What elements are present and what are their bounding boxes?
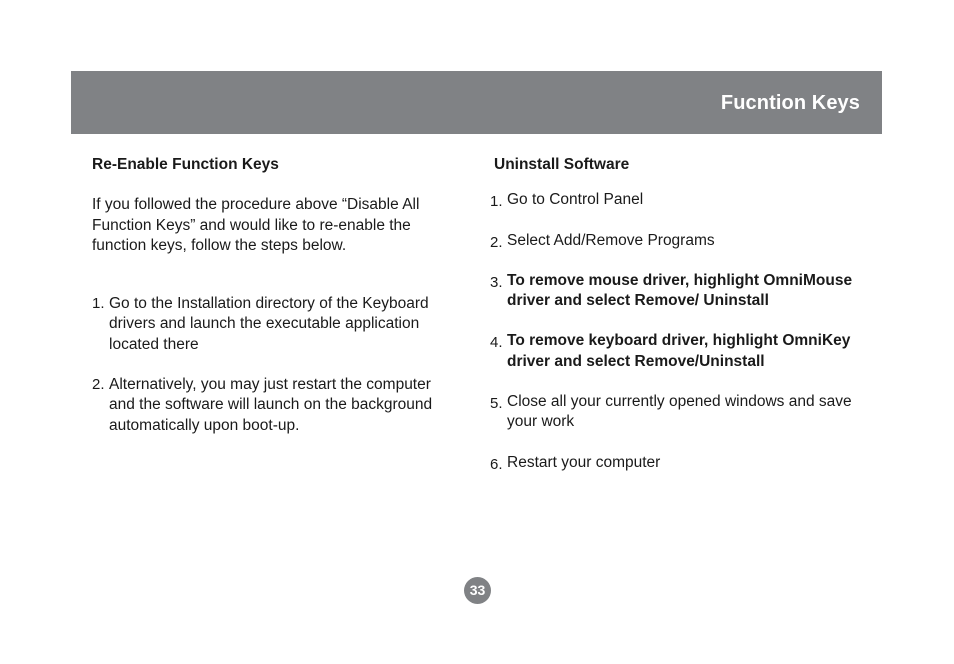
step-text: Restart your computer [507,453,661,471]
list-item [92,375,452,436]
list-item [490,190,875,210]
page-number-badge: 33 [464,577,491,604]
step-number: 6. [490,455,503,473]
step-number: 2. [92,376,105,394]
uninstall-steps [490,190,875,473]
list-item [490,453,875,473]
step-text: Go to Control Panel [507,191,644,209]
step-text: Go to the Installation directory of the Keyboard drivers and launch the executable application located there [109,295,429,353]
header-band [71,71,882,134]
step-number: 2. [490,233,503,251]
step-number: 4. [490,334,503,352]
step-number: 5. [490,395,503,413]
re-enable-heading: Re-Enable Function Keys [92,156,279,173]
list-item [490,392,875,433]
page-title: Fucntion Keys [720,92,860,114]
step-number: 1. [490,193,503,211]
list-item [490,271,875,312]
re-enable-steps [92,294,452,436]
step-text: To remove mouse driver, highlight OmniMouse driver and select Remove/ Uninstall [507,271,853,310]
list-item [490,231,875,251]
uninstall-section [490,155,875,493]
list-item [92,294,452,355]
list-item [490,331,875,372]
step-number: 3. [490,273,503,291]
step-text: To remove keyboard driver, highlight OmniKey driver and select Remove/Uninstall [507,332,851,370]
re-enable-section [92,155,452,456]
re-enable-intro: If you followed the procedure above “Disable All Function Keys” and would like to re-enable the function keys, follow the steps below. [92,196,420,254]
step-number: 1. [92,295,105,313]
step-text: Alternatively, you may just restart the computer and the software will launch on the background automatically upon boot-up. [109,376,433,434]
uninstall-heading: Uninstall Software [494,156,630,173]
step-text: Select Add/Remove Programs [507,231,715,249]
step-text: Close all your currently opened windows and save your work [507,393,852,431]
